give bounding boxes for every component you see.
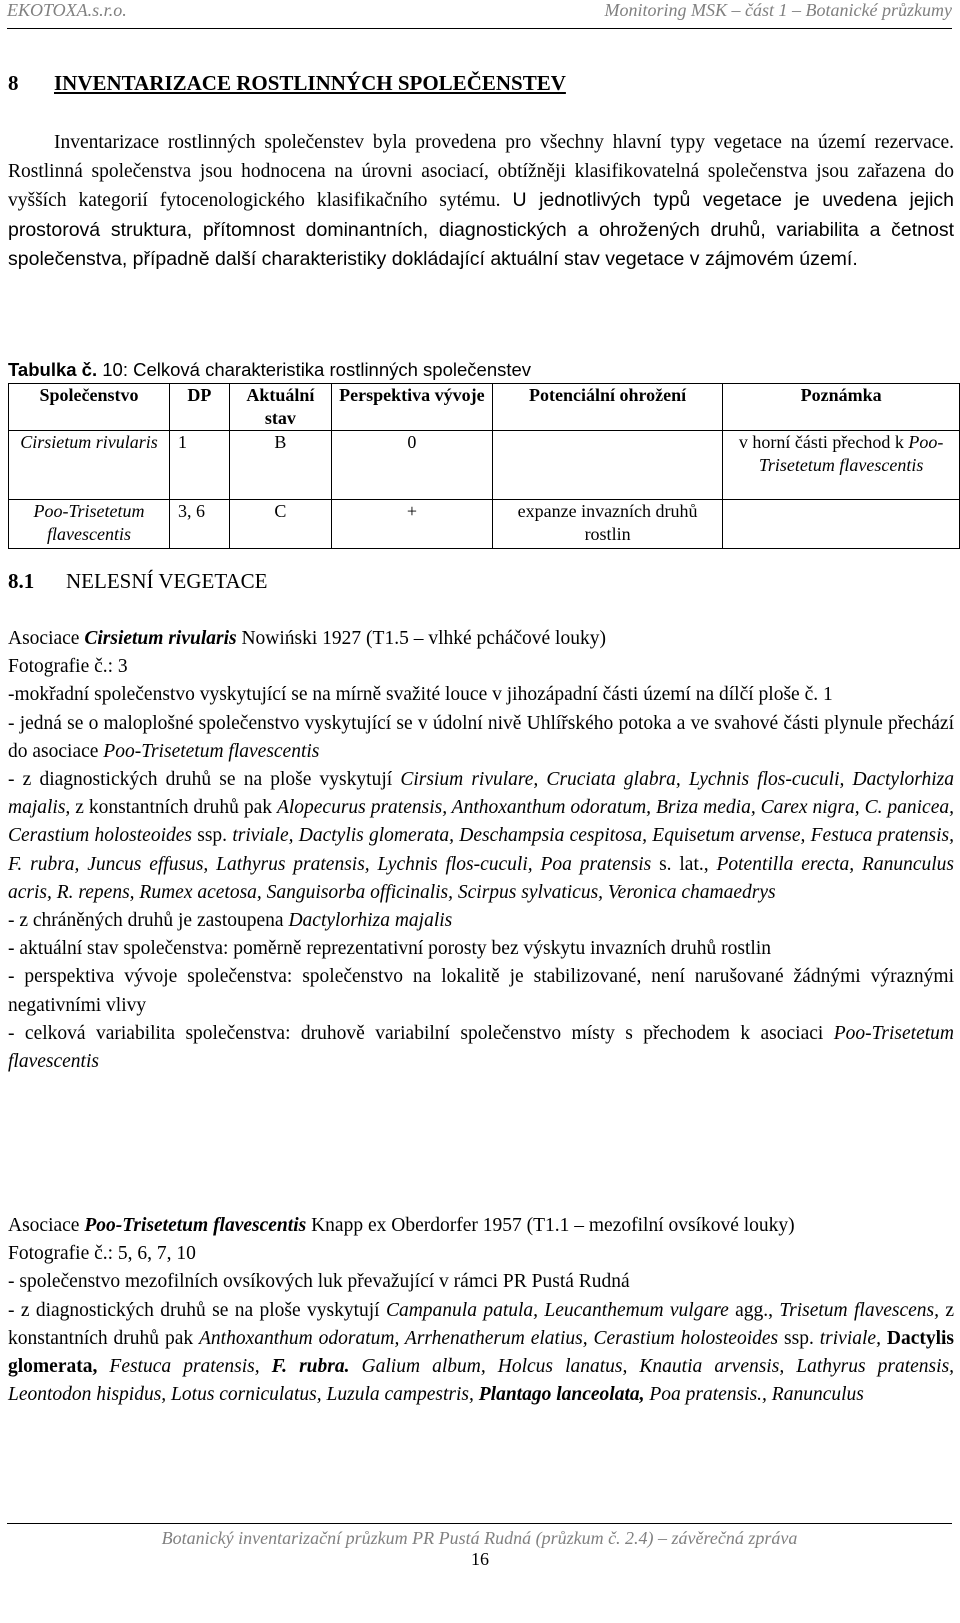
desc-text: z konstantních druhů pak bbox=[75, 797, 273, 819]
desc-text: - z diagnostických druhů se na ploše vyskytují bbox=[8, 1299, 380, 1321]
desc-line: - aktuální stav společenstva: poměrně reprezentativní porosty bez výskytu invazních druhů rostlin bbox=[8, 938, 771, 960]
species-list: Cirsium rivulare, Cruciata glabra, Lychnis flos-cuculi, Dactylorhiza majalis, bbox=[8, 769, 954, 819]
cell-dp: 3, 6 bbox=[169, 500, 229, 549]
note-prefix: v horní části přechod k bbox=[738, 432, 904, 452]
subsection-title: NELESNÍ VEGETACE bbox=[66, 569, 268, 593]
intro-sentence-2: U jednotlivých typů vegetace je uvedena jejich prostorová struktura, přítomnost dominantních, diagnostických a ohrožených druhů, variabilita a četnost společenstva, případně další charakteristiky dokládající aktuální stav vegetace v zájmovém území. bbox=[8, 189, 954, 271]
assoc-author: Knapp ex Oberdorfer 1957 (T1.1 – mezofilní ovsíkové louky) bbox=[311, 1215, 795, 1236]
species-name: Festuca pratensis, bbox=[109, 1356, 260, 1378]
col-header: Aktuální stav bbox=[229, 384, 331, 431]
desc-line bbox=[8, 907, 954, 935]
cell-perspective: + bbox=[331, 500, 492, 549]
cell-threat bbox=[492, 431, 722, 500]
cell-note bbox=[723, 431, 960, 500]
col-header: Perspektiva vývoje bbox=[331, 384, 492, 431]
subsection-number: 8.1 bbox=[8, 569, 35, 593]
cell-state: C bbox=[229, 500, 331, 549]
cell-community: Cirsietum rivularis bbox=[9, 431, 170, 500]
col-header: DP bbox=[169, 384, 229, 431]
species-dominant: Plantago lanceolata, bbox=[478, 1384, 645, 1406]
desc-text: - jedná se o maloplošné společenstvo vyskytující se v údolní nivě Uhlířského potoka a ve svahové části plynule přechází do asociace bbox=[8, 712, 954, 762]
desc-text: s. lat., bbox=[659, 853, 709, 875]
desc-text: - celková variabilita společenstva: druhově variabilní společenstvo místy s přechodem k asociaci bbox=[8, 1022, 824, 1044]
species-name: Poa pratensis. bbox=[649, 1384, 763, 1406]
assoc-author: Nowiński 1927 (T1.5 – vlhké pcháčové louky) bbox=[241, 628, 606, 649]
section-8-1-heading bbox=[8, 569, 268, 594]
desc-text: ssp. bbox=[784, 1327, 814, 1349]
desc-text: - z diagnostických druhů se na ploše vyskytují bbox=[8, 769, 393, 791]
desc-text: agg., bbox=[735, 1299, 774, 1321]
desc-line bbox=[8, 710, 954, 766]
desc-line bbox=[8, 1297, 954, 1410]
species-list: Anthoxanthum odoratum, Arrhenatherum elatius, Cerastium holosteoides bbox=[199, 1327, 779, 1349]
col-header: Potenciální ohrožení bbox=[492, 384, 722, 431]
desc-line: -mokřadní společenstvo vyskytující se na mírně svažité louce v jihozápadní části území na dílčí ploše č. 1 bbox=[8, 684, 833, 706]
intro-sentence-1: Inventarizace rostlinných společenstev byla provedena pro všechny hlavní typy vegetace na území rezervace. Rostlinná společenstva jsou hodnocena na úrovni asociací, obtížněji klasifikovatelná společenstva jsou zařazena do vyšších kategorií fytocenologického klasifikačního sytému. bbox=[8, 132, 954, 212]
species-list: Potentilla erecta, Ranunculus acris, R. repens, Rumex acetosa, Sanguisorba officinalis, Scirpus sylvaticus, Veronica chamaedrys bbox=[8, 853, 954, 903]
section-number: 8 bbox=[8, 71, 19, 95]
col-header: Společenstvo bbox=[9, 384, 170, 431]
photo-ref: Fotografie č.: 5, 6, 7, 10 bbox=[8, 1243, 196, 1265]
page-footer: Botanický inventarizační průzkum PR Pustá Rudná (průzkum č. 2.4) – závěrečná zpráva bbox=[7, 1523, 952, 1549]
assoc-name: Cirsietum rivularis bbox=[84, 628, 237, 649]
desc-line bbox=[8, 766, 954, 907]
species-name: Poo-Trisetetum flavescentis bbox=[8, 1022, 954, 1073]
header-project: Monitoring MSK – část 1 – Botanické průzkumy bbox=[604, 0, 952, 20]
species-name: Dactylorhiza majalis bbox=[288, 910, 453, 932]
desc-line: - společenstvo mezofilních ovsíkových luk převažující v rámci PR Pustá Rudná bbox=[8, 1271, 630, 1293]
note-species: Poo-Trisetetum flavescentis bbox=[758, 432, 944, 475]
species-list: Campanula patula, Leucanthemum vulgare bbox=[385, 1299, 729, 1321]
assoc-lead: Asociace bbox=[8, 628, 80, 649]
page-header bbox=[7, 0, 952, 29]
association-cirsietum bbox=[8, 625, 954, 1076]
photo-ref: Fotografie č.: 3 bbox=[8, 656, 128, 678]
cell-dp: 1 bbox=[169, 431, 229, 500]
species-list: Alopecurus pratensis, Anthoxanthum odoratum, Briza media, Carex nigra, C. panicea, Cerastium holosteoides bbox=[8, 797, 954, 847]
page-number: 16 bbox=[471, 1549, 489, 1569]
cell-community: Poo-Trisetetum flavescentis bbox=[9, 500, 170, 549]
table-caption bbox=[8, 359, 531, 381]
association-title bbox=[8, 1212, 954, 1240]
section-8-heading bbox=[8, 71, 566, 96]
desc-text: - z chráněných druhů je zastoupena bbox=[8, 910, 284, 932]
col-header: Poznámka bbox=[723, 384, 960, 431]
caption-text: 10: Celková charakteristika rostlinných společenstev bbox=[102, 359, 532, 380]
cell-state: B bbox=[229, 431, 331, 500]
species-list: Galium album, Holcus lanatus, Knautia arvensis, Lathyrus pratensis, Leontodon hispidus, Lotus corniculatus, Luzula campestris, bbox=[8, 1356, 955, 1406]
species-dominant: Dactylis glomerata, bbox=[8, 1327, 955, 1378]
association-title bbox=[8, 625, 954, 653]
species-name: Poo-Trisetetum flavescentis bbox=[103, 740, 320, 762]
species-name: Trisetum flavescens, bbox=[779, 1299, 940, 1321]
header-company: EKOTOXA.s.r.o. bbox=[7, 0, 127, 20]
desc-text: ssp. bbox=[197, 825, 228, 847]
cell-threat: expanze invazních druhů rostlin bbox=[492, 500, 722, 549]
species-list: triviale, Dactylis glomerata, Deschampsia cespitosa, Equisetum arvense, Festuca pratensis, F. rubra, Juncus effusus, Lathyrus pratensis, Lychnis flos-cuculi, Poa pratensis bbox=[8, 825, 954, 875]
cell-note bbox=[723, 500, 960, 549]
table-header-row bbox=[9, 384, 960, 431]
caption-label: Tabulka č. bbox=[8, 359, 98, 380]
communities-table bbox=[8, 383, 960, 549]
desc-line: - perspektiva vývoje společenstva: společenstvo na lokalitě je stabilizované, není narušované žádnými výraznými negativními vlivy bbox=[8, 966, 954, 1016]
species-name: triviale, bbox=[819, 1327, 881, 1349]
assoc-name: Poo-Trisetetum flavescentis bbox=[84, 1215, 307, 1236]
section-title: INVENTARIZACE ROSTLINNÝCH SPOLEČENSTEV bbox=[54, 71, 566, 95]
species-name: , Ranunculus bbox=[762, 1384, 864, 1406]
species-dominant: F. rubra. bbox=[271, 1356, 350, 1378]
association-poo-trisetetum bbox=[8, 1212, 954, 1409]
assoc-lead: Asociace bbox=[8, 1215, 80, 1236]
intro-paragraph bbox=[8, 129, 954, 275]
table-row bbox=[9, 431, 960, 500]
table-row bbox=[9, 500, 960, 549]
desc-line bbox=[8, 1020, 954, 1076]
desc-text: z konstantních druhů pak bbox=[8, 1299, 955, 1349]
cell-perspective: 0 bbox=[331, 431, 492, 500]
